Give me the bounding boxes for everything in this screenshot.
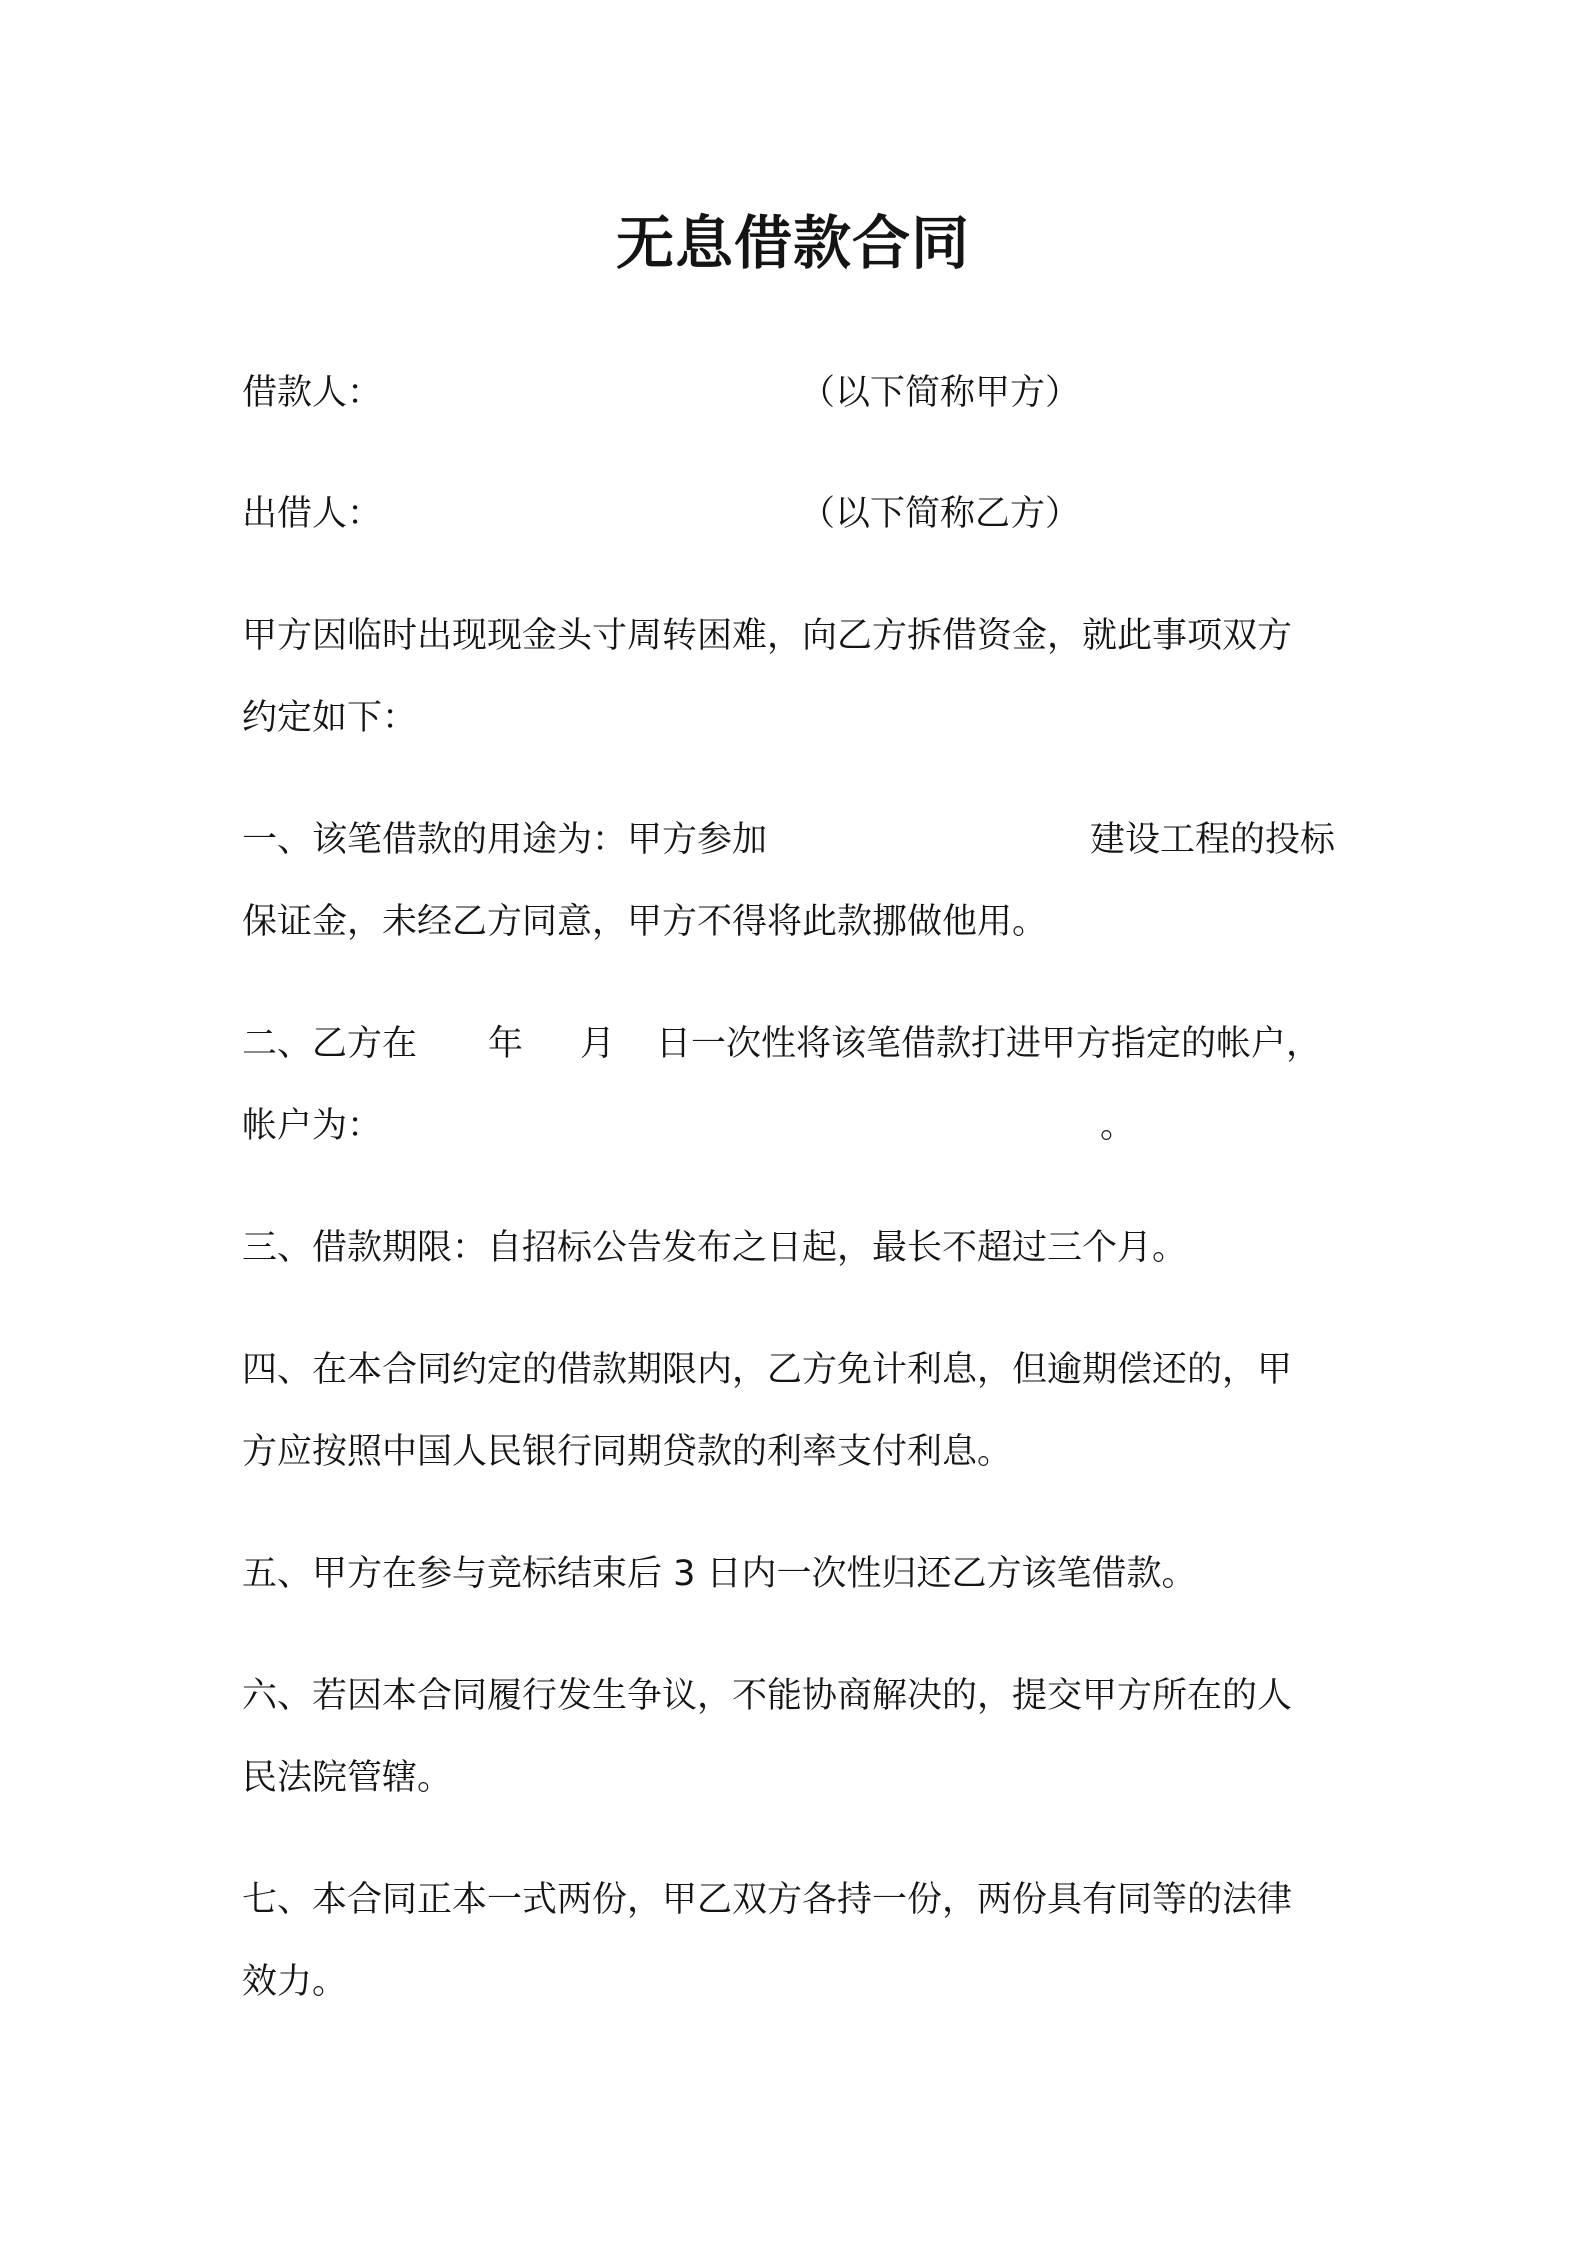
clause-3-line-1: 三、借款期限：自招标公告发布之日起，最长不超过三个月。 <box>242 1228 1188 1268</box>
clause-2-year: 年 <box>488 1024 524 1064</box>
lender-label: 出借人： <box>242 494 383 534</box>
clause-7-line-1: 七、本合同正本一式两份，甲乙双方各持一份，两份具有同等的法律 <box>242 1880 1293 1920</box>
clause-5-line-1: 五、甲方在参与竞标结束后 3 日内一次性归还乙方该笔借款。 <box>242 1554 1197 1594</box>
borrower-label: 借款人： <box>242 373 383 413</box>
clause-1-part-1: 一、该笔借款的用途为：甲方参加 <box>242 820 768 860</box>
lender-note: （以下简称乙方） <box>800 494 1081 534</box>
borrower-note: （以下简称甲方） <box>800 373 1081 413</box>
clause-1-part-2: 建设工程的投标 <box>1090 820 1336 860</box>
clause-4-line-2: 方应按照中国人民银行同期贷款的利率支付利息。 <box>242 1432 1013 1472</box>
clause-6-line-1: 六、若因本合同履行发生争议，不能协商解决的，提交甲方所在的人 <box>242 1676 1293 1716</box>
clause-6-line-2: 民法院管辖。 <box>242 1758 453 1798</box>
clause-4-line-1: 四、在本合同约定的借款期限内，乙方免计利息，但逾期偿还的，甲 <box>242 1350 1293 1390</box>
clause-1-line-2: 保证金，未经乙方同意，甲方不得将此款挪做他用。 <box>242 902 1048 942</box>
clause-2-month: 月 <box>580 1024 616 1064</box>
document-title: 无息借款合同 <box>615 209 970 277</box>
clause-2-prefix: 二、乙方在 <box>242 1024 418 1064</box>
intro-line-1: 甲方因临时出现现金头寸周转困难，向乙方拆借资金，就此事项双方 <box>242 616 1293 656</box>
clause-7-line-2: 效力。 <box>242 1962 348 2002</box>
clause-2-account-end: 。 <box>1100 1106 1136 1146</box>
intro-line-2: 约定如下： <box>242 698 418 738</box>
clause-2-suffix: 日一次性将该笔借款打进甲方指定的帐户， <box>656 1024 1322 1064</box>
clause-2-account-label: 帐户为： <box>242 1106 383 1146</box>
